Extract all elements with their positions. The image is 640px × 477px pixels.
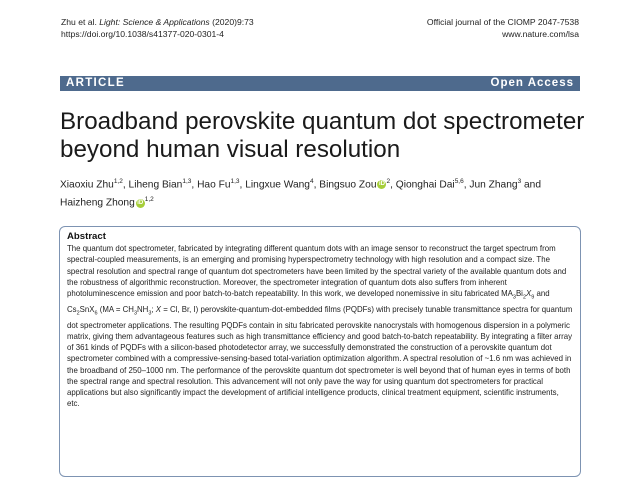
affiliation-mark: 2 xyxy=(386,178,391,185)
affiliation-mark: 4 xyxy=(309,178,314,185)
citation-authors: Zhu et al. xyxy=(61,17,97,27)
separator: , xyxy=(463,179,470,191)
abstract-part: (MA = CH xyxy=(97,304,134,314)
open-access-label: Open Access xyxy=(490,77,574,89)
author-list xyxy=(60,174,580,211)
journal-header xyxy=(427,16,579,40)
formula-part: X xyxy=(155,304,162,314)
separator: , xyxy=(390,179,396,191)
orcid-icon[interactable]: iD xyxy=(137,199,144,206)
author-name[interactable]: Haizheng Zhong xyxy=(60,197,135,209)
affiliation-mark: 1,2 xyxy=(144,196,154,204)
author-name[interactable]: Qionghai Dai xyxy=(395,179,455,191)
article-title: Broadband perovskite quantum dot spectrometer beyond human visual resolution xyxy=(60,108,585,163)
abstract-part: The quantum dot spectrometer, fabricated by integrating different quantum dots with an image sensor to reconstruct the target spectrum from spectral-coupled measurements, is an emerging and promising hyperspectrometry technology with high resolution and a compact size. The spectral resolution and spectral range of quantum dot spectrometers have been limited by the spectral variety of the available quantum dots and the robustness of algorithmic reconstruction. Moreover, the spectrometer integration of quantum dots also suffers from inherent photoluminescence emission and poor batch-to-batch repeatability. In this work, we developed nonemissive in situ fabricated xyxy=(67,244,567,298)
website-link[interactable]: www.nature.com/lsa xyxy=(502,29,579,39)
abstract-box xyxy=(59,226,581,477)
affiliation-mark: 5,6 xyxy=(454,178,464,185)
formula-part: Cs xyxy=(67,304,77,314)
author-name[interactable]: Bingsuo Zou xyxy=(319,179,377,191)
formula-part: MA xyxy=(501,289,513,298)
separator: , xyxy=(239,179,246,191)
formula-part: X xyxy=(526,289,532,298)
formula-part: NH xyxy=(137,304,149,314)
article-banner xyxy=(60,76,580,91)
affiliation-mark: 1,3 xyxy=(182,178,192,185)
author-name[interactable]: Hao Fu xyxy=(197,179,231,191)
citation-journal: Light: Science & Applications xyxy=(99,17,210,27)
citation-year-volume: (2020)9:73 xyxy=(212,17,254,27)
formula-sub: 3 xyxy=(148,310,152,317)
abstract-text xyxy=(67,243,573,410)
citation-header xyxy=(61,16,254,40)
formula-sub: 3 xyxy=(512,294,516,301)
separator: , xyxy=(313,179,320,191)
author-name[interactable]: Liheng Bian xyxy=(128,179,183,191)
formula-sub: 3 xyxy=(133,310,138,317)
affiliation-mark: 3 xyxy=(517,178,522,185)
separator: , xyxy=(122,179,129,191)
separator-and: and xyxy=(521,179,542,191)
doi-link[interactable]: https://doi.org/10.1038/s41377-020-0301-4 xyxy=(61,29,224,39)
author-name[interactable]: Xiaoxiu Zhu xyxy=(60,179,114,191)
article-type-label: ARTICLE xyxy=(66,77,125,89)
formula-part: Bi xyxy=(515,289,523,298)
abstract-part: = Cl, Br, I) perovskite-quantum-dot-embedded films (PQDFs) with precisely tunable transmittance spectra for quantum dot spectrometer applications. The resulting PQDFs contain in situ fabricated perovskite nanocrystals with homogenous dispersion in a polymeric matrix, giving them advantageous features such as high transmittance efficiency and good batch-to-batch repeatability. By integrating a filter array of 361 kinds of PQDFs with a silicon-based photodetector array, we successfully demonstrated the construction of a perovskite quantum dot spectrometer combined with a compressive-sensing-based total-variation optimization algorithm. A spectral resolution of ~1.6 nm was achieved in the broadband of 250–1000 nm. The performance of the perovskite quantum dot spectrometer is well beyond that of human eyes in terms of both the spectral range and spectral resolution. This advancement will not only pave the way for using quantum dot spectrometers for practical applications but also significantly impact the development of artificial intelligence products, clinical treatment equipment, scientific instruments, etc. xyxy=(67,304,573,409)
formula-sub: 2 xyxy=(522,294,526,301)
formula-sub: 2 xyxy=(76,310,80,317)
orcid-icon[interactable]: iD xyxy=(378,181,385,188)
journal-line: Official journal of the CIOMP 2047-7538 xyxy=(426,17,579,27)
affiliation-mark: 1,3 xyxy=(230,178,240,185)
separator: , xyxy=(191,179,198,191)
abstract-heading: Abstract xyxy=(67,231,106,242)
formula-sub: 9 xyxy=(531,294,535,301)
abstract-part: ; xyxy=(151,304,156,314)
author-name[interactable]: Lingxue Wang xyxy=(245,179,310,191)
formula-part: SnX xyxy=(79,304,95,314)
affiliation-mark: 1,2 xyxy=(113,178,123,185)
abstract-part: and xyxy=(534,289,550,298)
author-name[interactable]: Jun Zhang xyxy=(469,179,518,191)
formula-sub: 6 xyxy=(94,310,98,317)
